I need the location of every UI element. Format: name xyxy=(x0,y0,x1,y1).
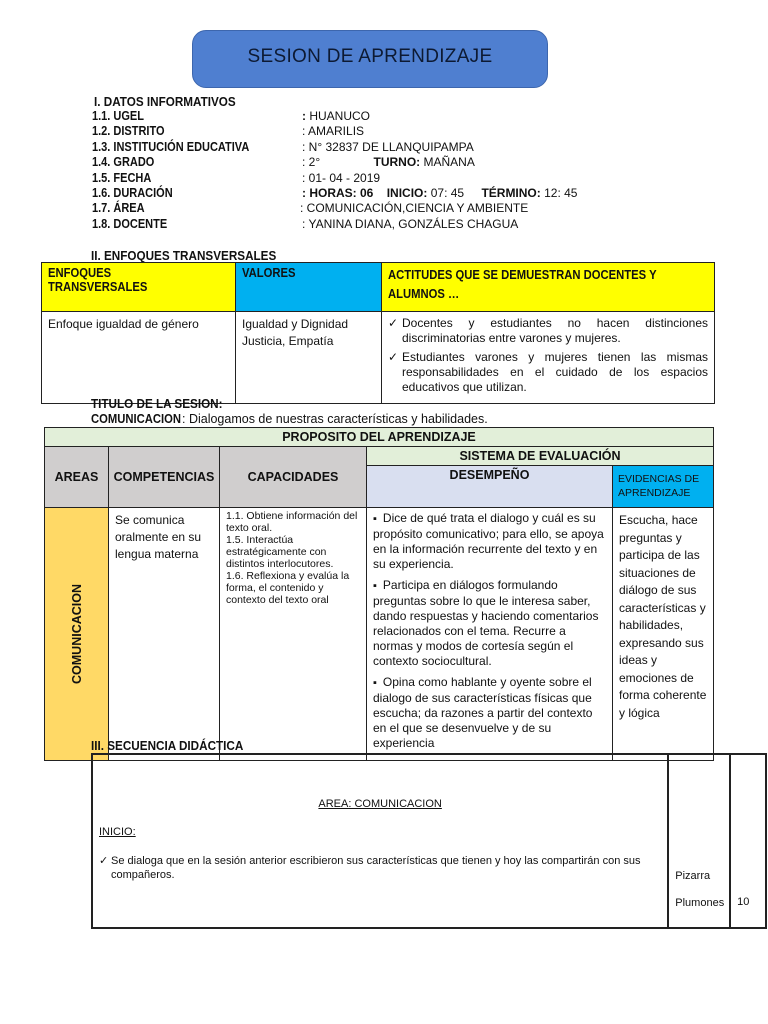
col-capacidades: CAPACIDADES xyxy=(220,447,367,508)
col-enfoques: ENFOQUES TRANSVERSALES xyxy=(48,266,148,294)
competencia-cell: Se comunica oralmente en su lengua materna xyxy=(109,508,220,761)
actitudes-cell xyxy=(382,312,715,404)
col-areas: AREAS xyxy=(45,447,109,508)
col-competencias: COMPETENCIAS xyxy=(109,447,220,508)
enfoques-table xyxy=(41,262,715,404)
area-cell xyxy=(45,508,109,761)
actitud-item: ✓ Estudiantes varones y mujeres tienen las mismas responsabilidades en el cuidado de los espacios educativos que utilizan. xyxy=(388,350,708,395)
title-banner xyxy=(192,30,548,88)
evidencias-cell: Escucha, hace preguntas y participa de las situaciones de diálogo de sus características y habilidades, expresando sus ideas y emociones de forma coherente y lógica xyxy=(613,508,714,761)
tiempo-cell xyxy=(730,754,766,928)
page-title: SESION DE APRENDIZAJE xyxy=(247,46,493,67)
secuencia-content xyxy=(92,754,668,928)
valores-cell: Igualdad y Dignidad Justicia, Empatía xyxy=(236,312,382,404)
datos-heading: I. DATOS INFORMATIVOS xyxy=(94,94,236,109)
col-actitudes: ACTITUDES QUE SE DEMUESTRAN DOCENTES Y ALUMNOS … xyxy=(388,268,657,301)
recurso-pizarra: Pizarra xyxy=(675,870,711,882)
desempeno-item: ▪ Dice de qué trata el dialogo y cuál es su propósito comunicativo; para ello, se apoya en la información recurrente del texto y en su experiencia. xyxy=(373,511,606,572)
secuencia-area: AREA: COMUNICACION xyxy=(318,798,442,810)
secuencia-item: ✓ Se dialoga que en la sesión anterior escribieron sus características que tienen y hoy las compartirán con sus compañeros. xyxy=(99,855,641,881)
titulo-sesion-text: COMUNICACION: Dialogamos de nuestras características y habilidades. xyxy=(91,412,488,426)
actitud-item: ✓ Docentes y estudiantes no hacen distinciones discriminatorias entre varones y mujeres. xyxy=(388,316,708,346)
enfoque-cell: Enfoque igualdad de género xyxy=(42,312,236,404)
capacidades-cell: 1.1. Obtiene información del texto oral. 1.5. Interactúa estratégicamente con distintos interlocutores. 1.6. Reflexiona y evalúa la forma, el contenido y contexto del texto oral xyxy=(220,508,367,761)
desempeno-item: ▪ Opina como hablante y oyente sobre el dialogo de sus características físicas que escucha; da razones a partir del contexto en el que se desenvuelve y de su experiencia xyxy=(373,675,606,751)
sistema-heading: SISTEMA DE EVALUACIÓN xyxy=(367,447,714,466)
proposito-table xyxy=(44,427,714,761)
col-desempeno: DESEMPEÑO xyxy=(367,466,613,508)
tiempo-value: 10 xyxy=(737,896,750,908)
secuencia-table xyxy=(91,753,767,929)
secuencia-inicio: INICIO: xyxy=(99,826,136,838)
area-vertical-label: COMUNICACION xyxy=(69,584,84,684)
col-valores: VALORES xyxy=(242,266,296,280)
desempeno-item: ▪ Participa en diálogos formulando preguntas sobre lo que le interesa saber, dando respuestas y haciendo comentarios relacionados con el tema. Recurre a normas y modos de cortesía según el contexto sociocultural. xyxy=(373,578,606,669)
check-icon: ✓ xyxy=(99,855,109,867)
secuencia-heading: III. SECUENCIA DIDÁCTICA xyxy=(91,738,244,753)
recurso-plumones: Plumones xyxy=(675,897,725,909)
titulo-sesion-heading: TITULO DE LA SESION: xyxy=(91,396,223,411)
desempeno-cell xyxy=(367,508,613,761)
recursos-cell xyxy=(668,754,730,928)
col-evidencias: EVIDENCIAS DE APRENDIZAJE xyxy=(613,466,714,508)
proposito-heading: PROPOSITO DEL APRENDIZAJE xyxy=(45,428,714,447)
enfoques-heading: II. ENFOQUES TRANSVERSALES xyxy=(91,248,277,263)
